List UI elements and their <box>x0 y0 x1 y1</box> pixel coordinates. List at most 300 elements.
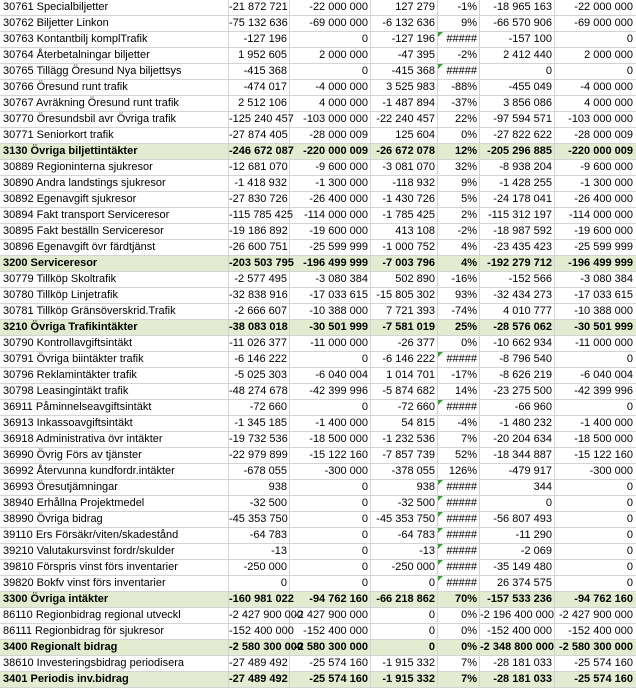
outcome-cell[interactable]: -152 400 000 <box>229 625 294 637</box>
previous-year-cell[interactable]: -10 662 934 <box>480 336 555 351</box>
deviation-cell[interactable]: -415 368 <box>371 64 438 79</box>
account-cell[interactable]: 39110 Ers Försäkr/viten/skadestånd <box>0 528 229 543</box>
deviation-percent-cell[interactable]: ##### <box>438 544 480 559</box>
outcome-cell[interactable]: -203 503 795 <box>229 257 294 269</box>
previous-year-cell[interactable]: 0 <box>480 496 555 511</box>
account-cell[interactable]: 36992 Återvunna kundfordr.intäkter <box>0 464 229 479</box>
deviation-cell[interactable]: -1 430 726 <box>371 192 438 207</box>
budget-cell[interactable]: -69 000 000 <box>290 16 371 31</box>
forecast-cell[interactable]: -2 580 300 000 <box>558 641 633 653</box>
previous-year-cell[interactable]: -2 348 800 000 <box>480 641 555 653</box>
deviation-cell[interactable]: 938 <box>371 480 438 495</box>
outcome-cell[interactable]: -32 500 <box>229 496 290 511</box>
forecast-cell[interactable]: -152 400 000 <box>568 625 633 637</box>
budget-cell[interactable]: -25 574 160 <box>290 672 371 687</box>
account-cell[interactable]: 36993 Öresutjämningar <box>0 480 229 495</box>
budget-cell[interactable]: 0 <box>290 544 371 559</box>
budget-cell[interactable]: -11 000 000 <box>290 336 371 351</box>
account-cell[interactable]: 30770 Öresundsbil avr Övriga trafik <box>0 112 229 127</box>
deviation-percent-cell[interactable]: 5% <box>438 192 480 207</box>
forecast-cell[interactable]: -9 600 000 <box>580 161 633 173</box>
deviation-cell[interactable]: -32 500 <box>371 496 438 511</box>
forecast-cell[interactable]: -42 399 996 <box>574 385 633 397</box>
budget-cell[interactable]: -30 501 999 <box>290 320 371 335</box>
account-cell[interactable]: 30780 Tillköp Linjetrafik <box>0 288 229 303</box>
forecast-cell[interactable]: -10 388 000 <box>574 305 633 317</box>
deviation-cell[interactable]: -26 377 <box>371 336 438 351</box>
previous-year-cell[interactable]: -455 049 <box>480 80 555 95</box>
forecast-cell[interactable]: -15 122 160 <box>574 449 633 461</box>
account-cell[interactable]: 30764 Återbetalningar biljetter <box>0 48 229 63</box>
budget-cell[interactable]: -25 574 160 <box>290 656 371 671</box>
account-cell[interactable]: 86110 Regionbidrag regional utveckl <box>0 608 229 623</box>
budget-cell[interactable]: 0 <box>290 512 371 527</box>
deviation-percent-cell[interactable]: 0% <box>438 640 480 655</box>
previous-year-cell[interactable]: -28 181 033 <box>480 672 555 687</box>
account-cell[interactable]: 30771 Seniorkort trafik <box>0 128 229 143</box>
budget-cell[interactable]: -2 580 300 000 <box>290 640 371 655</box>
budget-cell[interactable]: -28 000 009 <box>290 128 371 143</box>
account-cell[interactable]: 30895 Fakt beställn Serviceresor <box>0 224 229 239</box>
budget-cell[interactable]: -22 000 000 <box>290 0 371 15</box>
budget-cell[interactable]: 0 <box>290 528 371 543</box>
forecast-cell[interactable]: 0 <box>626 65 633 77</box>
account-cell[interactable]: 30896 Egenavgift övr färdtjänst <box>0 240 229 255</box>
account-cell[interactable]: 3200 Serviceresor <box>0 256 229 271</box>
deviation-percent-cell[interactable]: 126% <box>438 464 480 479</box>
deviation-percent-cell[interactable]: 0% <box>438 608 480 623</box>
account-cell[interactable]: 30889 Regioninterna sjukresor <box>0 160 229 175</box>
previous-year-cell[interactable]: -23 435 423 <box>480 240 555 255</box>
deviation-cell[interactable]: -45 353 750 <box>371 512 438 527</box>
account-cell[interactable]: 39820 Bokfv vinst förs inventarier <box>0 576 229 591</box>
deviation-cell[interactable]: 127 279 <box>371 0 438 15</box>
account-cell[interactable]: 30779 Tillköp Skoltrafik <box>0 272 229 287</box>
forecast-cell[interactable]: -17 033 615 <box>574 289 633 301</box>
budget-cell[interactable]: -26 400 000 <box>290 192 371 207</box>
budget-cell[interactable]: 2 000 000 <box>290 48 371 63</box>
deviation-percent-cell[interactable]: 7% <box>438 672 480 687</box>
outcome-cell[interactable]: -13 <box>229 544 290 559</box>
outcome-cell[interactable]: -2 666 607 <box>229 304 290 319</box>
previous-year-cell[interactable]: -8 938 204 <box>480 160 555 175</box>
outcome-cell[interactable]: -2 577 495 <box>229 272 290 287</box>
outcome-cell[interactable]: -1 418 932 <box>229 176 290 191</box>
account-cell[interactable]: 30762 Biljetter Linkon <box>0 16 229 31</box>
account-cell[interactable]: 36990 Övrig Förs av tjänster <box>0 448 229 463</box>
deviation-cell[interactable]: -15 805 302 <box>371 288 438 303</box>
forecast-cell[interactable]: -28 000 009 <box>574 129 633 141</box>
previous-year-cell[interactable]: -479 917 <box>480 464 555 479</box>
forecast-cell[interactable]: -300 000 <box>589 465 633 477</box>
deviation-cell[interactable]: -13 <box>371 544 438 559</box>
outcome-cell[interactable]: -26 600 751 <box>229 240 290 255</box>
deviation-percent-cell[interactable]: 0% <box>438 624 480 639</box>
deviation-percent-cell[interactable]: 25% <box>438 320 480 335</box>
budget-cell[interactable]: 0 <box>290 32 371 47</box>
deviation-percent-cell[interactable]: 2% <box>438 208 480 223</box>
previous-year-cell[interactable]: -205 296 885 <box>480 144 555 159</box>
deviation-cell[interactable]: -72 660 <box>371 400 438 415</box>
deviation-percent-cell[interactable]: ##### <box>438 528 480 543</box>
deviation-cell[interactable]: -66 218 862 <box>371 592 438 607</box>
outcome-cell[interactable]: -6 146 222 <box>229 352 290 367</box>
previous-year-cell[interactable]: 344 <box>480 480 555 495</box>
forecast-cell[interactable]: -1 300 000 <box>580 177 633 189</box>
forecast-cell[interactable]: -2 427 900 000 <box>558 609 633 621</box>
deviation-cell[interactable]: 0 <box>371 624 438 639</box>
account-cell[interactable]: 86111 Regionbidrag för sjukresor <box>0 624 229 639</box>
deviation-cell[interactable]: 0 <box>371 608 438 623</box>
previous-year-cell[interactable]: -32 434 273 <box>480 288 555 303</box>
outcome-cell[interactable]: -38 083 018 <box>229 320 290 335</box>
deviation-percent-cell[interactable]: 12% <box>438 144 480 159</box>
deviation-cell[interactable]: -1 915 332 <box>371 656 438 671</box>
budget-cell[interactable]: -18 500 000 <box>290 432 371 447</box>
previous-year-cell[interactable]: -97 594 571 <box>480 112 555 127</box>
budget-cell[interactable]: -196 499 999 <box>290 256 371 271</box>
account-cell[interactable]: 39210 Valutakursvinst fordr/skulder <box>0 544 229 559</box>
outcome-cell[interactable]: -125 240 457 <box>229 113 294 125</box>
deviation-percent-cell[interactable]: -16% <box>438 272 480 287</box>
account-cell[interactable]: 30781 Tillköp Gränsöverskrid.Trafik <box>0 304 229 319</box>
deviation-cell[interactable]: 125 604 <box>371 128 438 143</box>
previous-year-cell[interactable]: -152 400 000 <box>480 624 555 639</box>
forecast-cell[interactable]: -18 500 000 <box>574 433 633 445</box>
budget-cell[interactable]: -9 600 000 <box>290 160 371 175</box>
deviation-percent-cell[interactable]: -1% <box>438 0 480 15</box>
deviation-cell[interactable]: -250 000 <box>371 560 438 575</box>
deviation-cell[interactable]: 3 525 983 <box>371 80 438 95</box>
deviation-cell[interactable]: 0 <box>371 576 438 591</box>
budget-cell[interactable]: -220 000 009 <box>290 144 371 159</box>
outcome-cell[interactable]: -12 681 070 <box>229 160 290 175</box>
forecast-cell[interactable]: 2 000 000 <box>584 49 633 61</box>
previous-year-cell[interactable]: -18 344 887 <box>480 448 555 463</box>
budget-cell[interactable]: -6 040 004 <box>290 368 371 383</box>
account-cell[interactable]: 30761 Specialbiljetter <box>0 0 229 15</box>
deviation-percent-cell[interactable]: 93% <box>438 288 480 303</box>
outcome-cell[interactable]: -19 732 536 <box>229 432 290 447</box>
budget-cell[interactable]: -152 400 000 <box>290 624 371 639</box>
budget-cell[interactable]: -4 000 000 <box>290 80 371 95</box>
forecast-cell[interactable]: 0 <box>626 529 633 541</box>
deviation-cell[interactable]: -64 783 <box>371 528 438 543</box>
deviation-cell[interactable]: -1 232 536 <box>371 432 438 447</box>
previous-year-cell[interactable]: -35 149 480 <box>480 560 555 575</box>
deviation-cell[interactable]: -1 785 425 <box>371 208 438 223</box>
forecast-cell[interactable]: -25 574 160 <box>574 673 633 685</box>
forecast-cell[interactable]: -114 000 000 <box>568 209 633 221</box>
previous-year-cell[interactable]: -28 181 033 <box>480 656 555 671</box>
deviation-percent-cell[interactable]: 70% <box>438 592 480 607</box>
previous-year-cell[interactable]: -1 480 232 <box>480 416 555 431</box>
forecast-cell[interactable]: -25 574 160 <box>574 657 633 669</box>
account-cell[interactable]: 38940 Erhållna Projektmedel <box>0 496 229 511</box>
forecast-cell[interactable]: 0 <box>626 33 633 45</box>
account-cell[interactable]: 36913 Inkassoavgiftsintäkt <box>0 416 229 431</box>
deviation-percent-cell[interactable]: ##### <box>438 352 480 367</box>
account-cell[interactable]: 3400 Regionalt bidrag <box>0 640 229 655</box>
deviation-percent-cell[interactable]: 14% <box>438 384 480 399</box>
forecast-cell[interactable]: -22 000 000 <box>574 1 633 13</box>
budget-cell[interactable]: -114 000 000 <box>290 208 371 223</box>
forecast-cell[interactable]: 0 <box>626 481 633 493</box>
forecast-cell[interactable]: -6 040 004 <box>580 369 633 381</box>
outcome-cell[interactable]: -48 274 678 <box>229 384 290 399</box>
budget-cell[interactable]: -300 000 <box>290 464 371 479</box>
account-cell[interactable]: 30796 Reklamintäkter trafik <box>0 368 229 383</box>
previous-year-cell[interactable]: -11 290 <box>480 528 555 543</box>
account-cell[interactable]: 30763 Kontantbilj komplTrafik <box>0 32 229 47</box>
forecast-cell[interactable]: 0 <box>626 401 633 413</box>
previous-year-cell[interactable]: -1 428 255 <box>480 176 555 191</box>
account-cell[interactable]: 38990 Övriga bidrag <box>0 512 229 527</box>
account-cell[interactable]: 3130 Övriga biljettintäkter <box>0 144 229 159</box>
previous-year-cell[interactable]: 3 856 086 <box>480 96 555 111</box>
outcome-cell[interactable]: -27 489 492 <box>229 672 290 687</box>
deviation-percent-cell[interactable]: 7% <box>438 656 480 671</box>
deviation-cell[interactable]: -1 000 752 <box>371 240 438 255</box>
outcome-cell[interactable]: -127 196 <box>229 32 290 47</box>
forecast-cell[interactable]: -196 499 999 <box>568 257 633 269</box>
forecast-cell[interactable]: -26 400 000 <box>574 193 633 205</box>
deviation-percent-cell[interactable]: ##### <box>438 32 480 47</box>
deviation-percent-cell[interactable]: 32% <box>438 160 480 175</box>
previous-year-cell[interactable]: -66 570 906 <box>480 16 555 31</box>
budget-cell[interactable]: -2 427 900 000 <box>290 608 371 623</box>
budget-cell[interactable]: -103 000 000 <box>290 112 371 127</box>
previous-year-cell[interactable]: 26 374 575 <box>480 576 555 591</box>
outcome-cell[interactable]: -21 872 721 <box>229 0 290 15</box>
budget-cell[interactable]: -1 300 000 <box>290 176 371 191</box>
budget-cell[interactable]: -17 033 615 <box>290 288 371 303</box>
budget-cell[interactable]: 0 <box>290 480 371 495</box>
outcome-cell[interactable]: 938 <box>229 480 290 495</box>
deviation-cell[interactable]: -6 146 222 <box>371 352 438 367</box>
budget-cell[interactable]: 0 <box>290 576 371 591</box>
budget-cell[interactable]: 0 <box>290 400 371 415</box>
deviation-cell[interactable]: -1 915 332 <box>371 672 438 687</box>
budget-cell[interactable]: 0 <box>290 352 371 367</box>
budget-cell[interactable]: -1 400 000 <box>290 416 371 431</box>
outcome-cell[interactable]: -678 055 <box>229 464 290 479</box>
deviation-cell[interactable]: -1 487 894 <box>371 96 438 111</box>
outcome-cell[interactable]: -19 186 892 <box>229 224 290 239</box>
forecast-cell[interactable]: 0 <box>626 561 633 573</box>
forecast-cell[interactable]: 0 <box>626 545 633 557</box>
previous-year-cell[interactable]: -27 822 622 <box>480 128 555 143</box>
deviation-percent-cell[interactable]: -2% <box>438 48 480 63</box>
deviation-cell[interactable]: -3 081 070 <box>371 160 438 175</box>
forecast-cell[interactable]: -220 000 009 <box>568 145 633 157</box>
deviation-percent-cell[interactable]: ##### <box>438 576 480 591</box>
previous-year-cell[interactable]: -20 204 634 <box>480 432 555 447</box>
outcome-cell[interactable]: -2 427 900 000 <box>229 609 304 621</box>
forecast-cell[interactable]: -94 762 160 <box>574 593 633 605</box>
deviation-cell[interactable]: 1 014 701 <box>371 368 438 383</box>
deviation-percent-cell[interactable]: -88% <box>438 80 480 95</box>
previous-year-cell[interactable]: -24 178 041 <box>480 192 555 207</box>
deviation-percent-cell[interactable]: 52% <box>438 448 480 463</box>
deviation-percent-cell[interactable]: -2% <box>438 224 480 239</box>
account-cell[interactable]: 30766 Öresund runt trafik <box>0 80 229 95</box>
deviation-percent-cell[interactable]: 9% <box>438 176 480 191</box>
previous-year-cell[interactable]: -157 100 <box>480 32 555 47</box>
deviation-percent-cell[interactable]: -74% <box>438 304 480 319</box>
forecast-cell[interactable]: 0 <box>626 353 633 365</box>
budget-cell[interactable]: 0 <box>290 560 371 575</box>
outcome-cell[interactable]: -11 026 377 <box>229 336 290 351</box>
previous-year-cell[interactable]: -192 279 712 <box>480 256 555 271</box>
previous-year-cell[interactable]: 2 412 440 <box>480 48 555 63</box>
budget-cell[interactable]: -15 122 160 <box>290 448 371 463</box>
budget-cell[interactable]: 0 <box>290 496 371 511</box>
outcome-cell[interactable]: -32 838 916 <box>229 288 290 303</box>
account-cell[interactable]: 36918 Administrativa övr intäkter <box>0 432 229 447</box>
account-cell[interactable]: 36911 Påminnelseavgiftsintäkt <box>0 400 229 415</box>
account-cell[interactable]: 3401 Periodis inv.bidrag <box>0 672 229 687</box>
outcome-cell[interactable]: -474 017 <box>229 80 290 95</box>
previous-year-cell[interactable]: -66 960 <box>480 400 555 415</box>
outcome-cell[interactable]: -75 132 636 <box>229 16 290 31</box>
outcome-cell[interactable]: -5 025 303 <box>229 368 290 383</box>
deviation-cell[interactable]: 7 721 393 <box>371 304 438 319</box>
previous-year-cell[interactable]: -8 796 540 <box>480 352 555 367</box>
outcome-cell[interactable]: -250 000 <box>229 560 290 575</box>
budget-cell[interactable]: -42 399 996 <box>290 384 371 399</box>
deviation-percent-cell[interactable]: ##### <box>438 400 480 415</box>
budget-cell[interactable]: -3 080 384 <box>290 272 371 287</box>
account-cell[interactable]: 30798 Leasingintäkt trafik <box>0 384 229 399</box>
outcome-cell[interactable]: -45 353 750 <box>229 512 290 527</box>
account-cell[interactable]: 39810 Förspris vinst förs inventarier <box>0 560 229 575</box>
deviation-percent-cell[interactable]: -4% <box>438 416 480 431</box>
outcome-cell[interactable]: -27 489 492 <box>229 656 290 671</box>
account-cell[interactable]: 30890 Andra landstings sjukresor <box>0 176 229 191</box>
previous-year-cell[interactable]: -2 069 <box>480 544 555 559</box>
deviation-percent-cell[interactable]: ##### <box>438 560 480 575</box>
budget-cell[interactable]: 0 <box>290 64 371 79</box>
deviation-cell[interactable]: -127 196 <box>371 32 438 47</box>
account-cell[interactable]: 30892 Egenavgift sjukresor <box>0 192 229 207</box>
deviation-percent-cell[interactable]: 4% <box>438 256 480 271</box>
account-cell[interactable]: 30767 Avräkning Öresund runt trafik <box>0 96 229 111</box>
deviation-percent-cell[interactable]: ##### <box>438 512 480 527</box>
forecast-cell[interactable]: -30 501 999 <box>574 321 633 333</box>
account-cell[interactable]: 30765 Tillägg Öresund Nya biljettsys <box>0 64 229 79</box>
deviation-cell[interactable]: -22 240 457 <box>371 112 438 127</box>
deviation-cell[interactable]: -47 395 <box>371 48 438 63</box>
deviation-percent-cell[interactable]: 4% <box>438 240 480 255</box>
deviation-percent-cell[interactable]: 0% <box>438 336 480 351</box>
outcome-cell[interactable]: -64 783 <box>229 528 290 543</box>
deviation-cell[interactable]: -6 132 636 <box>371 16 438 31</box>
deviation-cell[interactable]: -7 581 019 <box>371 320 438 335</box>
deviation-cell[interactable]: 502 890 <box>371 272 438 287</box>
deviation-percent-cell[interactable]: 22% <box>438 112 480 127</box>
previous-year-cell[interactable]: -115 312 197 <box>480 208 555 223</box>
outcome-cell[interactable]: -22 979 899 <box>229 448 290 463</box>
budget-cell[interactable]: 4 000 000 <box>290 96 371 111</box>
deviation-percent-cell[interactable]: 7% <box>438 432 480 447</box>
outcome-cell[interactable]: 1 952 605 <box>229 48 290 63</box>
previous-year-cell[interactable]: -56 807 493 <box>480 512 555 527</box>
account-cell[interactable]: 38610 Investeringsbidrag periodisera <box>0 656 229 671</box>
deviation-cell[interactable]: 413 108 <box>371 224 438 239</box>
deviation-cell[interactable]: 54 815 <box>371 416 438 431</box>
budget-cell[interactable]: -19 600 000 <box>290 224 371 239</box>
deviation-percent-cell[interactable]: ##### <box>438 64 480 79</box>
account-cell[interactable]: 3210 Övriga Trafikintäkter <box>0 320 229 335</box>
deviation-cell[interactable]: -118 932 <box>371 176 438 191</box>
deviation-cell[interactable]: -7 003 796 <box>371 256 438 271</box>
previous-year-cell[interactable]: 0 <box>480 64 555 79</box>
outcome-cell[interactable]: -72 660 <box>229 400 290 415</box>
deviation-cell[interactable]: -7 857 739 <box>371 448 438 463</box>
budget-cell[interactable]: -10 388 000 <box>290 304 371 319</box>
outcome-cell[interactable]: -415 368 <box>229 64 290 79</box>
deviation-cell[interactable]: -5 874 682 <box>371 384 438 399</box>
forecast-cell[interactable]: -25 599 999 <box>574 241 633 253</box>
previous-year-cell[interactable]: -18 987 592 <box>480 224 555 239</box>
account-cell[interactable]: 30894 Fakt transport Serviceresor <box>0 208 229 223</box>
outcome-cell[interactable]: 0 <box>229 576 290 591</box>
previous-year-cell[interactable]: -2 196 400 000 <box>480 609 555 621</box>
outcome-cell[interactable]: -1 345 185 <box>229 416 290 431</box>
deviation-percent-cell[interactable]: 0% <box>438 128 480 143</box>
budget-cell[interactable]: -25 599 999 <box>290 240 371 255</box>
outcome-cell[interactable]: -160 981 022 <box>229 593 294 605</box>
previous-year-cell[interactable]: -23 275 500 <box>480 384 555 399</box>
deviation-cell[interactable]: -26 672 078 <box>371 144 438 159</box>
deviation-percent-cell[interactable]: 9% <box>438 16 480 31</box>
deviation-cell[interactable]: 0 <box>371 640 438 655</box>
outcome-cell[interactable]: -27 874 405 <box>229 128 290 143</box>
forecast-cell[interactable]: -4 000 000 <box>580 81 633 93</box>
forecast-cell[interactable]: -1 400 000 <box>580 417 633 429</box>
deviation-percent-cell[interactable]: ##### <box>438 480 480 495</box>
previous-year-cell[interactable]: -157 533 236 <box>480 592 555 607</box>
previous-year-cell[interactable]: -18 965 163 <box>480 0 555 15</box>
previous-year-cell[interactable]: -8 626 219 <box>480 368 555 383</box>
previous-year-cell[interactable]: -152 566 <box>480 272 555 287</box>
forecast-cell[interactable]: 0 <box>626 577 633 589</box>
previous-year-cell[interactable]: 4 010 777 <box>480 304 555 319</box>
deviation-percent-cell[interactable]: -17% <box>438 368 480 383</box>
deviation-percent-cell[interactable]: ##### <box>438 496 480 511</box>
outcome-cell[interactable]: -2 580 300 000 <box>229 641 304 653</box>
outcome-cell[interactable]: -27 830 726 <box>229 192 290 207</box>
outcome-cell[interactable]: 2 512 106 <box>229 96 290 111</box>
budget-cell[interactable]: -94 762 160 <box>290 592 371 607</box>
account-cell[interactable]: 30791 Övriga biintäkter trafik <box>0 352 229 367</box>
deviation-percent-cell[interactable]: -37% <box>438 96 480 111</box>
outcome-cell[interactable]: -115 785 425 <box>229 209 294 221</box>
forecast-cell[interactable]: -3 080 384 <box>580 273 633 285</box>
forecast-cell[interactable]: 0 <box>626 513 633 525</box>
forecast-cell[interactable]: -11 000 000 <box>575 337 633 349</box>
previous-year-cell[interactable]: -28 576 062 <box>480 320 555 335</box>
deviation-cell[interactable]: -378 055 <box>371 464 438 479</box>
outcome-cell[interactable]: -246 672 087 <box>229 145 294 157</box>
forecast-cell[interactable]: 0 <box>626 497 633 509</box>
account-cell[interactable]: 3300 Övriga intäkter <box>0 592 229 607</box>
forecast-cell[interactable]: 4 000 000 <box>584 97 633 109</box>
forecast-cell[interactable]: -103 000 000 <box>568 113 633 125</box>
forecast-cell[interactable]: -19 600 000 <box>574 225 633 237</box>
account-cell[interactable]: 30790 Kontrollavgiftsintäkt <box>0 336 229 351</box>
